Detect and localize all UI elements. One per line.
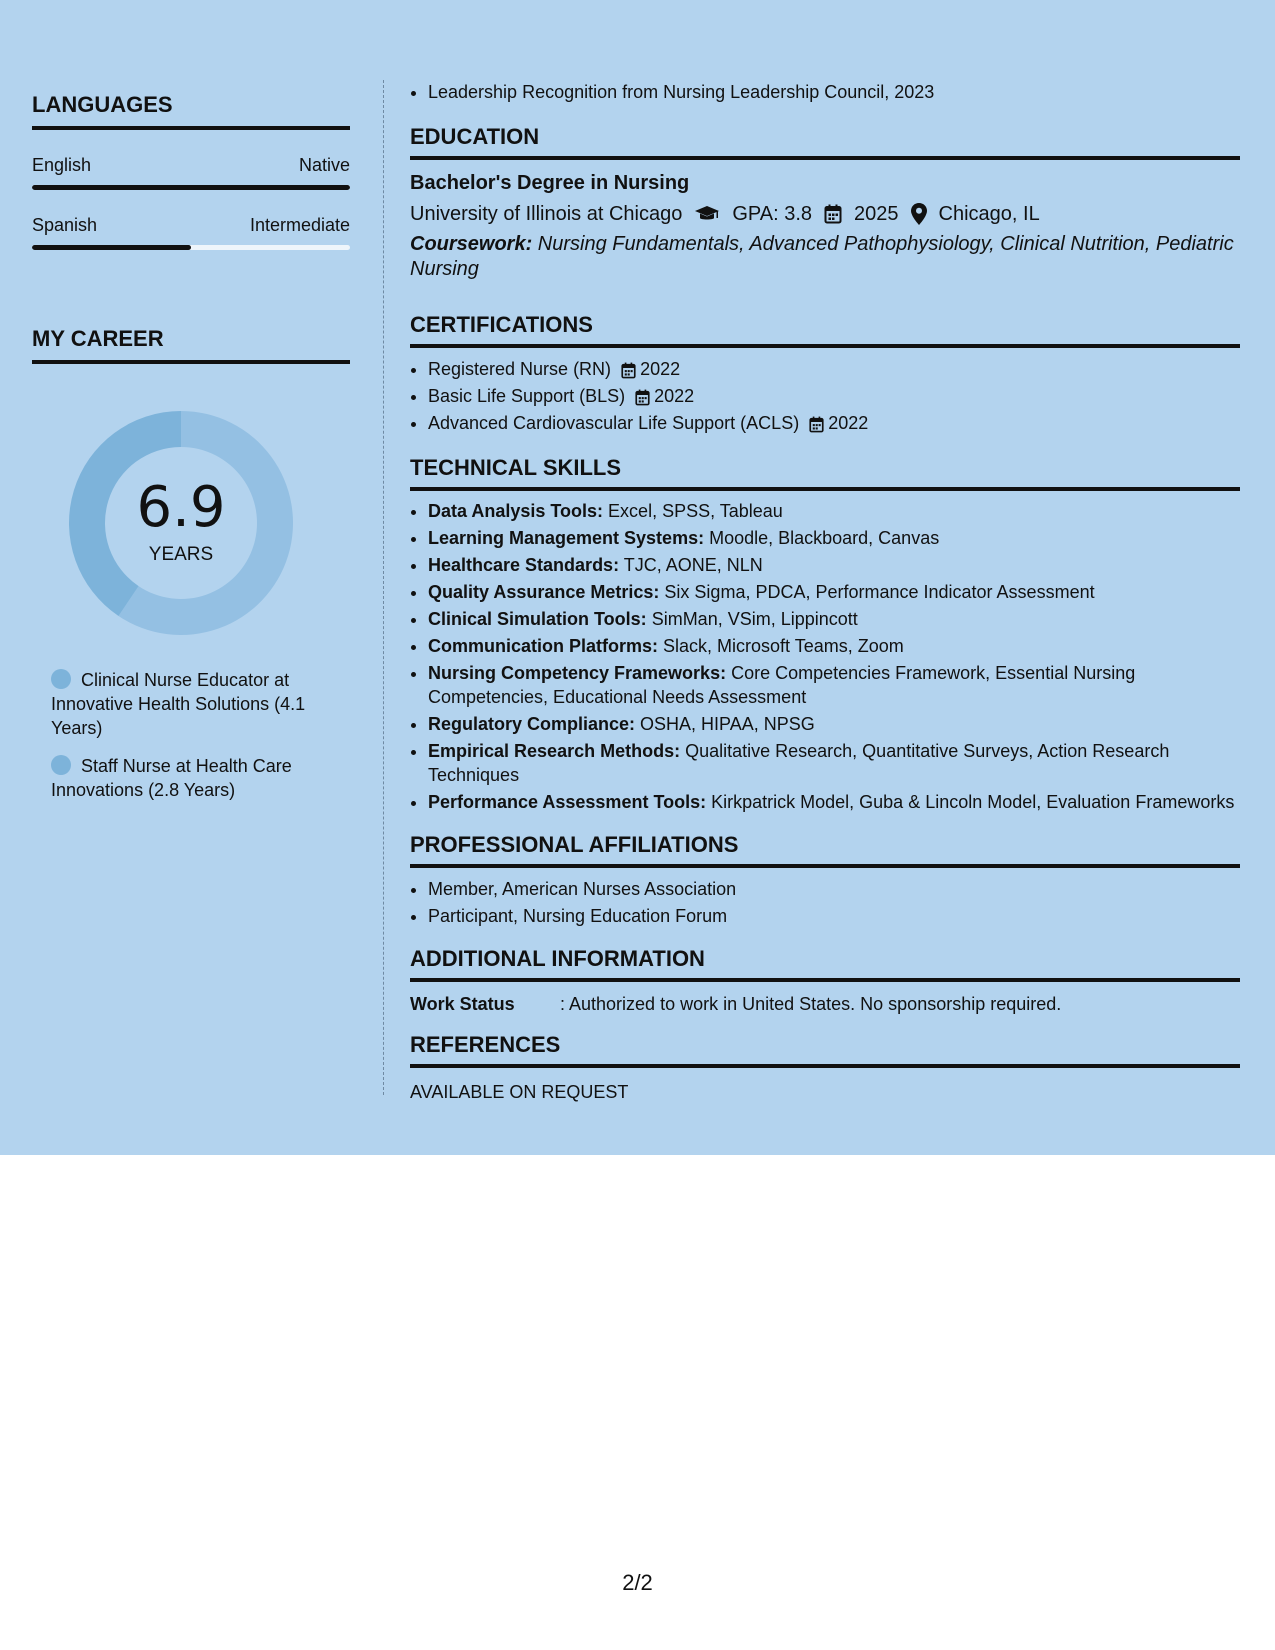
skill-value: Kirkpatrick Model, Guba & Lincoln Model, Evaluation Frameworks (706, 792, 1235, 812)
list-item (428, 383, 1240, 410)
legend-dot-icon (51, 755, 71, 775)
language-name: English (32, 155, 92, 175)
list-item (428, 356, 1240, 383)
coursework-list: Nursing Fundamentals, Advanced Pathophysiology, Clinical Nutrition, Pediatric Nursing (410, 233, 1234, 280)
coursework-label: Coursework: (410, 233, 533, 255)
list-item (428, 526, 1240, 550)
skill-value: Core Competencies Framework, Essential Nursing Competencies, Educational Needs Assessment (428, 663, 1136, 707)
legend-dot-icon (51, 669, 71, 689)
section-rule (410, 487, 1240, 491)
skill-label: Clinical Simulation Tools: (428, 609, 647, 629)
technical-skills-list (410, 499, 1240, 814)
certification-name: Basic Life Support (BLS) (428, 386, 626, 406)
list-item (428, 580, 1240, 604)
language-bar (32, 185, 350, 190)
education-title: EDUCATION (410, 124, 540, 149)
calendar-icon (824, 204, 842, 224)
coursework (410, 232, 1240, 282)
skill-value: Slack, Microsoft Teams, Zoom (658, 636, 904, 656)
career-total: 6.9 (136, 475, 226, 540)
page-number: 2/2 (622, 1570, 653, 1595)
skill-value: Six Sigma, PDCA, Performance Indicator Assessment (659, 582, 1095, 602)
skill-value: Qualitative Research, Quantitative Surveys, Action Research Techniques (428, 741, 1170, 785)
school-location: Chicago, IL (938, 203, 1040, 225)
certification-year: 2022 (654, 386, 695, 406)
language-bar-fill (32, 245, 191, 250)
section-rule (410, 156, 1240, 160)
list-item (428, 410, 1240, 437)
list-item (428, 712, 1240, 736)
career-legend-label: Staff Nurse at Health Care Innovations (2.8 Years) (51, 756, 292, 800)
section-rule (32, 360, 350, 364)
technical-skills-title: TECHNICAL SKILLS (410, 455, 622, 480)
career-donut-chart (66, 408, 296, 638)
language-level: Intermediate (249, 215, 350, 235)
references-value: AVAILABLE ON REQUEST (410, 1082, 629, 1102)
gpa: GPA: 3.8 (732, 203, 813, 225)
section-rule (32, 126, 350, 130)
language-bar-fill (32, 185, 350, 190)
language-item (32, 214, 350, 250)
school-name: University of Illinois at Chicago (410, 203, 683, 225)
education-details (410, 200, 1240, 228)
list-item: • Leadership Recognition from Nursing Leadership Council, 2023 (428, 78, 1240, 106)
list-item (428, 790, 1240, 814)
skill-label: Learning Management Systems: (428, 528, 705, 548)
list-item: • Participant, Nursing Education Forum (428, 903, 1240, 930)
skill-label: Performance Assessment Tools: (428, 792, 707, 812)
graduation-cap-icon (694, 205, 720, 223)
skill-value: TJC, AONE, NLN (619, 555, 763, 575)
skill-label: Data Analysis Tools: (428, 501, 604, 521)
career-legend-label: Clinical Nurse Educator at Innovative Health Solutions (4.1 Years) (51, 670, 306, 738)
skill-label: Communication Platforms: (428, 636, 659, 656)
graduation-year: 2025 (854, 203, 899, 225)
career-legend (51, 668, 341, 802)
list-item (428, 661, 1240, 709)
list-item: • Member, American Nurses Association (428, 876, 1240, 903)
affiliations-title: PROFESSIONAL AFFILIATIONS (410, 832, 739, 857)
list-item (428, 607, 1240, 631)
certification-name: Advanced Cardiovascular Life Support (ACLS) (428, 413, 800, 433)
calendar-icon (809, 416, 824, 433)
career-unit: YEARS (148, 544, 214, 565)
location-pin-icon (911, 203, 927, 225)
language-name: Spanish (32, 215, 98, 235)
languages-title: LANGUAGES (32, 92, 173, 117)
degree-name: Bachelor's Degree in Nursing (410, 172, 690, 194)
language-bar (32, 245, 350, 250)
calendar-icon (635, 389, 650, 406)
skill-label: Nursing Competency Frameworks: (428, 663, 727, 683)
language-item (32, 154, 350, 190)
section-rule (410, 344, 1240, 348)
career-title: MY CAREER (32, 326, 164, 351)
skill-value: Excel, SPSS, Tableau (603, 501, 783, 521)
awards-list (410, 78, 1240, 106)
skill-value: SimMan, VSim, Lippincott (646, 609, 858, 629)
career-legend-item (51, 668, 341, 740)
work-status-value: : Authorized to work in United States. No sponsorship required. (560, 994, 1062, 1014)
work-status-label: Work Status (410, 994, 515, 1014)
certification-year: 2022 (640, 359, 681, 379)
additional-info-title: ADDITIONAL INFORMATION (410, 946, 705, 971)
calendar-icon (621, 362, 636, 379)
list-item (428, 553, 1240, 577)
language-level: Native (298, 155, 350, 175)
skill-label: Regulatory Compliance: (428, 714, 636, 734)
references-title: REFERENCES (410, 1032, 561, 1057)
skill-label: Healthcare Standards: (428, 555, 620, 575)
list-item (428, 499, 1240, 523)
section-rule (410, 978, 1240, 982)
section-rule (410, 1064, 1240, 1068)
work-status-row (410, 992, 1240, 1016)
skill-label: Quality Assurance Metrics: (428, 582, 660, 602)
list-item (428, 739, 1240, 787)
right-column (410, 78, 1240, 1104)
column-divider (383, 80, 384, 1095)
career-legend-item (51, 754, 341, 802)
skill-value: OSHA, HIPAA, NPSG (635, 714, 815, 734)
left-column (32, 92, 350, 816)
certifications-title: CERTIFICATIONS (410, 312, 593, 337)
section-rule (410, 864, 1240, 868)
skill-value: Moodle, Blackboard, Canvas (704, 528, 940, 548)
certification-year: 2022 (828, 413, 869, 433)
skill-label: Empirical Research Methods: (428, 741, 681, 761)
list-item (428, 634, 1240, 658)
certification-name: Registered Nurse (RN) (428, 359, 612, 379)
affiliations-list (410, 876, 1240, 930)
certifications-list (410, 356, 1240, 437)
